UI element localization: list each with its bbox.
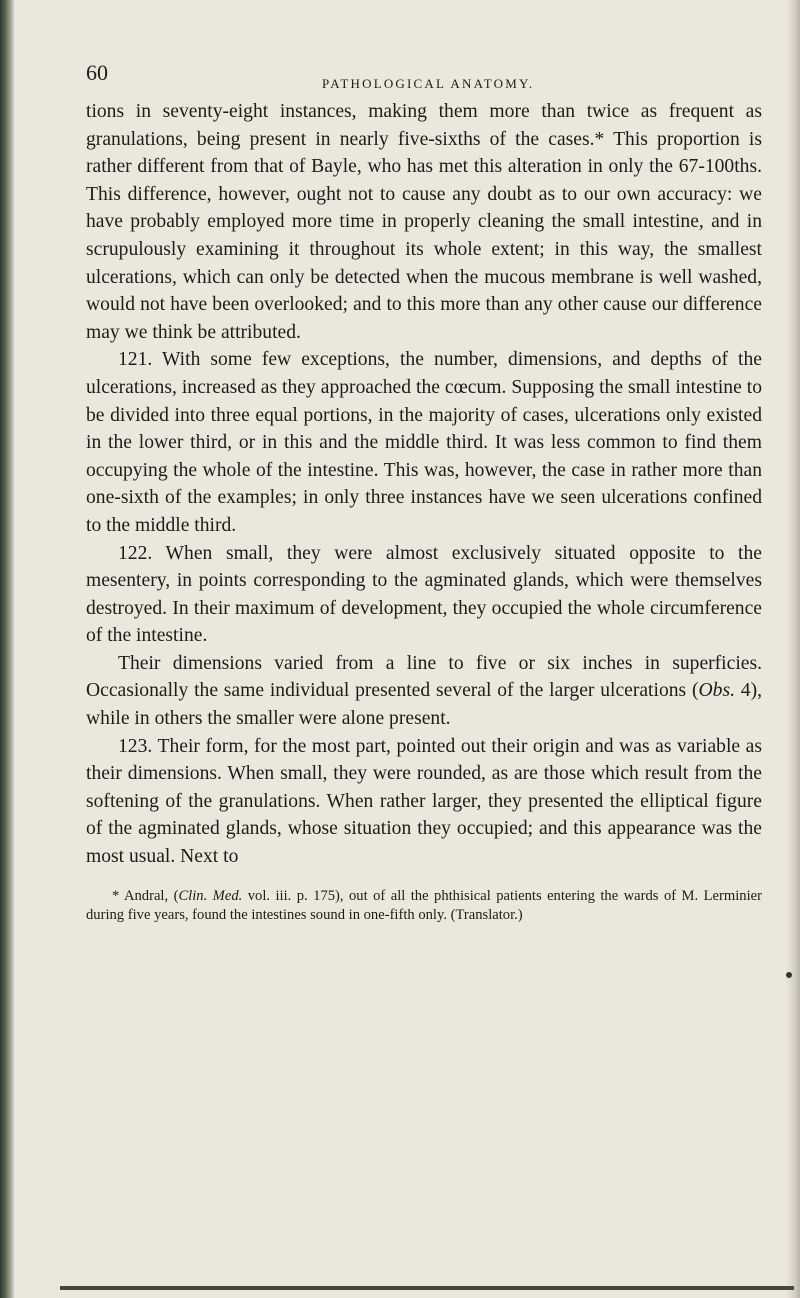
footnote-citation: Clin. Med. [178,887,243,904]
paragraph-dimensions-text: Their dimensions varied from a line to five or six inches in superficies. Occasionally the same individual presented several of the larger ulcerations ( [86,652,762,702]
paragraph-122: 122. When small, they were almost exclusively situated opposite to the mesentery, in points corresponding to the agminated glands, which were themselves destroyed. In their maximum of development, they occupied the whole circumference of the intestine. [86,542,762,647]
paragraph-dimensions-tail: 4), while in others the smaller were alone present. [86,680,762,730]
paragraph-dimensions [86,650,762,733]
body-text [86,98,762,871]
running-title: PATHOLOGICAL ANATOMY. [322,76,535,91]
book-binding-edge [0,0,14,1298]
paragraph-121: 121. With some few exceptions, the number, dimensions, and depths of the ulcerations, increased as they approached the cœcum. Supposing the small intestine to be divided into three equal portions, in the majority of cases, ulcerations only existed in the lower third, or in this and the middle third. It was less common to find them occupying the whole of the intestine. This was, however, the case in rather more than one-sixth of the examples; in only three instances have we seen ulcerations confined to the middle third. [86,349,762,536]
footnote-body: vol. iii. p. 175), out of all the phthisical patients entering the wards of M. Lerminier during five years, found the intestines sound in one-fifth only. (Translator.) [86,887,762,923]
footnote-text [86,887,762,925]
page-edge-shadow [786,0,800,1298]
book-page [86,60,762,925]
paragraph-continuation: tions in seventy-eight instances, making them more than twice as frequent as granulations, being present in nearly five-sixths of the cases.* This proportion is rather different from that of Bayle, who has met this alteration in only the 67-100ths. This difference, however, ought not to cause any doubt as to our own accuracy: we have probably employed more time in properly cleaning the small intestine, and in scrupulously examining it throughout its whole extent; in this way, the smallest ulcerations, which can only be detected when the mucous membrane is well washed, would not have been overlooked; and to this more than any other cause our difference may we think be attributed. [86,101,762,343]
page-header [86,60,762,98]
page-number: 60 [86,60,108,85]
obs-reference: Obs. [698,680,735,702]
page-bottom-edge [60,1286,794,1290]
footnote-lead: * Andral, ( [112,887,179,904]
paragraph-123: 123. Their form, for the most part, pointed out their origin and was as variable as their dimensions. When small, they were rounded, as are those which result from the softening of the granulations. When rather larger, they presented the elliptical figure of the agminated glands, whose situation they occupied; and this appearance was the most usual. Next to [86,735,762,868]
footnote [86,887,762,925]
ink-spot [786,972,792,978]
